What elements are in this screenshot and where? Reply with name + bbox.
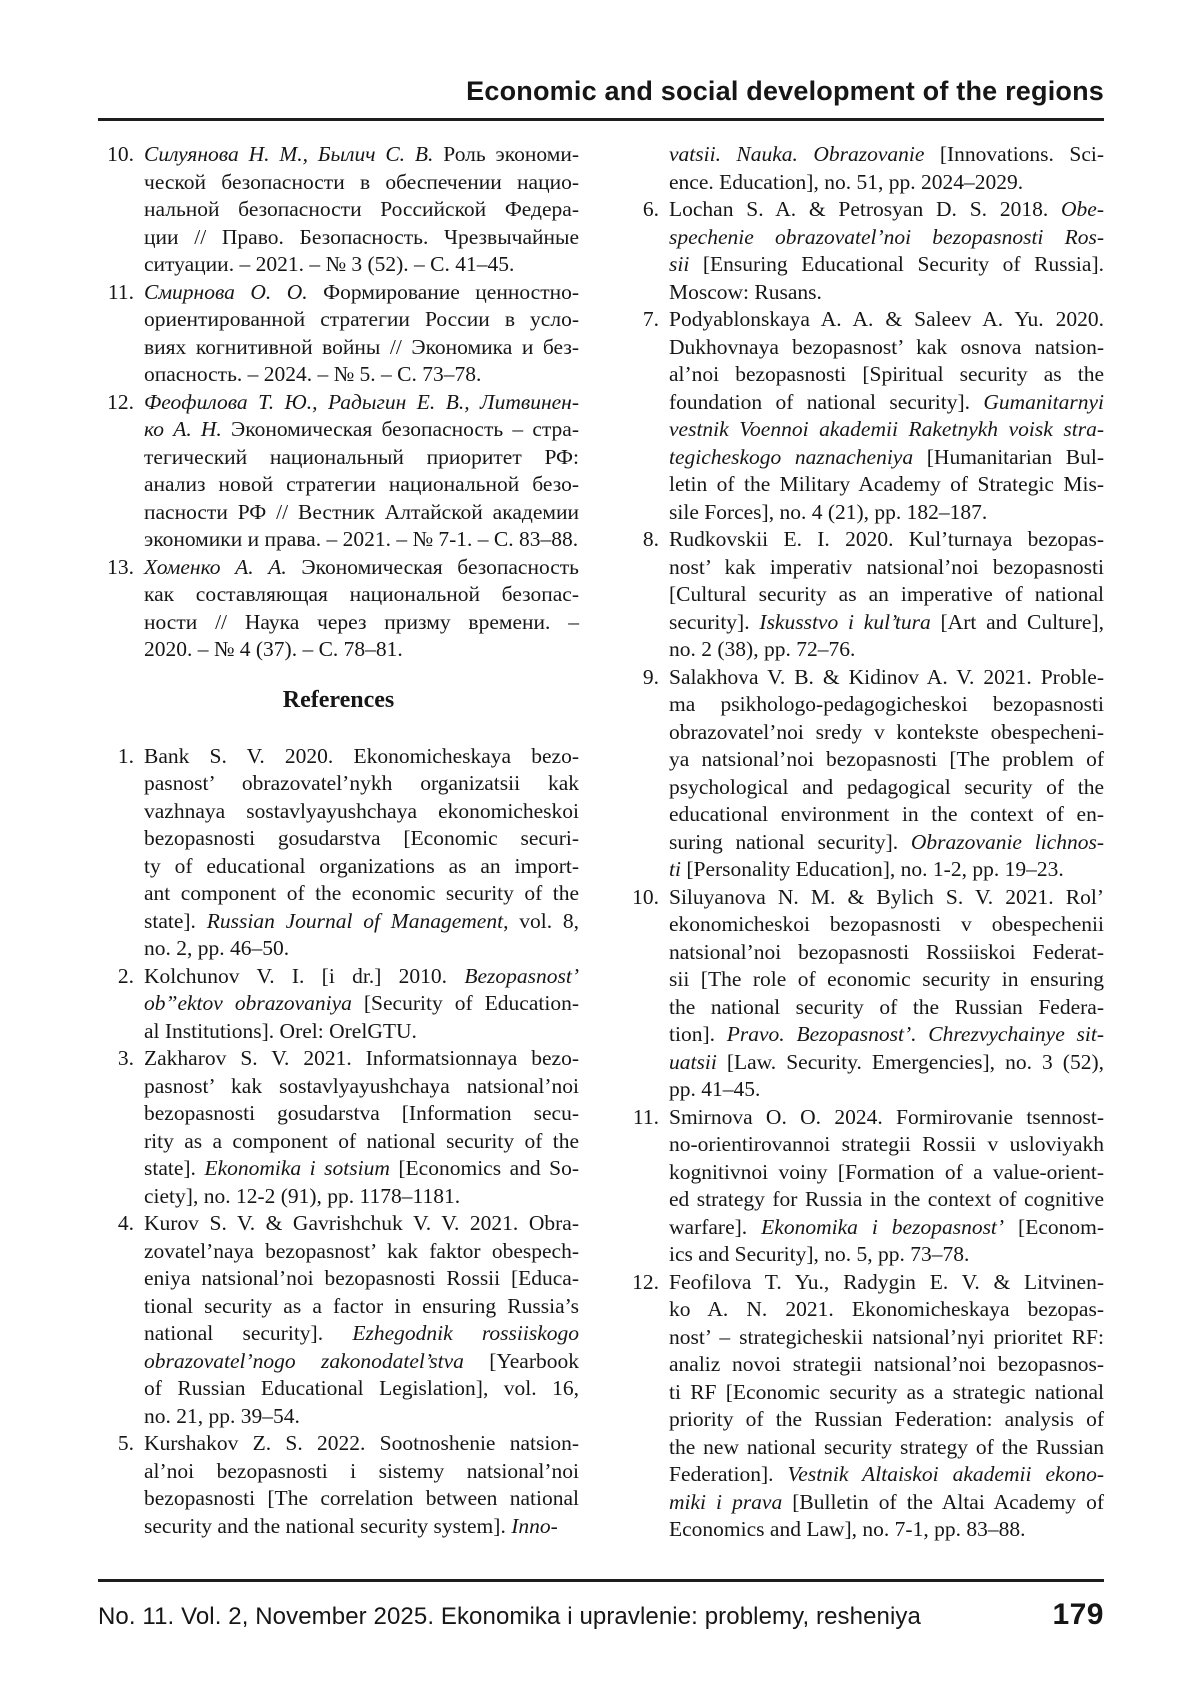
reference-line: uatsii [Law. Security. Emergencies], no. 3 (52),: [669, 1049, 1104, 1074]
reference-item: [623, 664, 1104, 884]
reference-line: zovatel’naya bezopasnost’ kak faktor obespech-: [144, 1238, 579, 1263]
reference-line: ции // Право. Безопасность. Чрезвычайные: [144, 224, 579, 249]
reference-line: bezopasnosti [The correlation between national: [144, 1486, 579, 1510]
reference-number: 9.: [642, 664, 659, 689]
reference-item: [98, 279, 579, 389]
reference-item: [98, 743, 579, 963]
reference-line: tional security as a factor in ensuring Russia’s: [144, 1293, 579, 1318]
reference-line: miki i prava [Bulletin of the Altai Academy of: [669, 1489, 1104, 1514]
reference-item: [98, 1045, 579, 1210]
reference-line: bezopasnosti gosudarstva [Economic securi-: [144, 826, 579, 850]
reference-line: анализ новой стратегии национальной безо-: [144, 472, 579, 496]
reference-line: ma psikhologo-pedagogicheskoi bezopasnosti: [669, 692, 1104, 716]
reference-line: Rudkovskii E. I. 2020. Kul’turnaya bezopas-: [669, 527, 1104, 551]
reference-item: [98, 963, 579, 1046]
reference-line: pasnost’ kak sostavlyayushchaya natsional’noi: [144, 1073, 579, 1098]
reference-line: warfare]. Ekonomika i bezopasnost’ [Econom-: [669, 1214, 1105, 1239]
reference-number: 10.: [632, 884, 659, 909]
reference-line: Силуянова Н. М., Былич С. В. Роль экономи-: [144, 142, 579, 166]
reference-line: Federation]. Vestnik Altaiskoi akademii ekono-: [669, 1462, 1104, 1486]
reference-item: [98, 389, 579, 554]
reference-line: letin of the Military Academy of Strategic Mis-: [669, 472, 1104, 496]
reference-line: опасность. – 2024. – № 5. – С. 73–78.: [144, 362, 482, 386]
reference-line: ics and Security], no. 5, pp. 73–78.: [669, 1242, 970, 1266]
reference-line: ya natsional’noi bezopasnosti [The problem of: [669, 747, 1104, 771]
footer-line: [98, 1598, 1104, 1632]
reference-line: ob”ektov obrazovaniya [Security of Education-: [144, 991, 579, 1015]
reference-line: Economics and Law], no. 7-1, pp. 83–88.: [669, 1517, 1026, 1541]
reference-line: ко А. Н. Экономическая безопасность – стра-: [144, 417, 579, 441]
reference-line: tegicheskogo naznacheniya [Humanitarian Bul-: [669, 444, 1105, 469]
reference-line: Dukhovnaya bezopasnost’ kak osnova natsion-: [669, 334, 1104, 359]
reference-line: пасности РФ // Вестник Алтайской академии: [144, 499, 579, 524]
reference-line: [Cultural security as an imperative of national: [669, 582, 1104, 606]
reference-line: al’noi bezopasnosti [Spiritual security as the: [669, 362, 1104, 386]
reference-line: виях когнитивной войны // Экономика и без-: [144, 334, 579, 359]
reference-line: Siluyanova N. M. & Bylich S. V. 2021. Rol’: [669, 884, 1104, 909]
reference-line: kognitivnoi voiny [Formation of a value-orient-: [669, 1159, 1104, 1184]
reference-number: 8.: [642, 527, 659, 551]
reference-number: 12.: [107, 389, 134, 414]
reference-line: Moscow: Rusans.: [669, 279, 822, 304]
page-header: [98, 76, 1104, 121]
reference-line: spechenie obrazovatel’noi bezopasnosti Ros-: [669, 224, 1104, 249]
reference-item: [623, 141, 1104, 196]
reference-line: Feofilova T. Yu., Radygin E. V. & Litvinen-: [669, 1269, 1104, 1294]
reference-item: [623, 1104, 1104, 1269]
reference-line: no. 2 (38), pp. 72–76.: [669, 637, 856, 661]
reference-line: al Institutions]. Orel: OrelGTU.: [144, 1018, 417, 1043]
reference-line: state]. Russian Journal of Management, vol. 8,: [144, 908, 579, 933]
reference-line: priority of the Russian Federation: analysis of: [669, 1407, 1104, 1431]
reference-line: sile Forces], no. 4 (21), pp. 182–187.: [669, 499, 988, 524]
reference-number: 1.: [117, 743, 134, 768]
reference-line: тегический национальный приоритет РФ:: [144, 444, 579, 469]
reference-item: [623, 306, 1104, 526]
reference-line: psychological and pedagogical security of the: [669, 774, 1104, 799]
reference-line: Bank S. V. 2020. Ekonomicheskaya bezo-: [144, 743, 579, 768]
column-left: [98, 141, 579, 1544]
reference-line: security]. Iskusstvo i kul’tura [Art and Culture],: [669, 609, 1105, 634]
page-footer: [98, 1579, 1104, 1632]
reference-number: 13.: [107, 554, 134, 579]
reference-item: [98, 141, 579, 279]
reference-line: ciety], no. 12-2 (91), pp. 1178–1181.: [144, 1183, 461, 1208]
reference-line: ty of educational organizations as an import-: [144, 853, 579, 878]
reference-line: Смирнова О. О. Формирование ценностно-: [144, 279, 579, 304]
reference-item: [623, 526, 1104, 664]
reference-line: Kurov S. V. & Gavrishchuk V. V. 2021. Obra-: [144, 1211, 579, 1235]
reference-line: Хоменко А. А. Экономическая безопасность: [144, 554, 579, 579]
footer-page-number: 179: [1052, 1598, 1104, 1631]
reference-line: state]. Ekonomika i sotsium [Economics and So-: [144, 1156, 579, 1180]
reference-line: national security]. Ezhegodnik rossiiskogo: [144, 1321, 580, 1345]
reference-item: [98, 554, 579, 664]
reference-line: pp. 41–45.: [669, 1077, 761, 1101]
reference-line: ed strategy for Russia in the context of cognitive: [669, 1187, 1104, 1211]
reference-line: suring national security]. Obrazovanie lichnos-: [669, 829, 1104, 854]
reference-line: ence. Education], no. 51, pp. 2024–2029.: [669, 169, 1024, 194]
reference-line: nost’ kak imperativ natsional’noi bezopasnosti: [669, 554, 1104, 579]
reference-line: Феофилова Т. Ю., Радыгин Е. В., Литвинен-: [144, 389, 579, 414]
reference-line: no. 2, pp. 46–50.: [144, 936, 290, 960]
reference-line: rity as a component of national security of the: [144, 1128, 579, 1153]
reference-line: the new national security strategy of the Russian: [669, 1434, 1104, 1459]
reference-line: 2020. – № 4 (37). – С. 78–81.: [144, 637, 403, 661]
reference-line: Salakhova V. B. & Kidinov A. V. 2021. Proble-: [669, 664, 1104, 689]
reference-line: ориентированной стратегии России в усло-: [144, 307, 579, 331]
reference-line: Zakharov S. V. 2021. Informatsionnaya bezo-: [144, 1046, 579, 1070]
reference-number: 4.: [117, 1211, 134, 1235]
reference-item: [623, 1269, 1104, 1544]
reference-number: 5.: [117, 1431, 134, 1455]
reference-line: natsional’noi bezopasnosti Rossiiskoi Federat-: [669, 939, 1104, 964]
reference-number: 10.: [107, 142, 134, 166]
footer-rule: [98, 1579, 1104, 1582]
header-rule: [98, 118, 1104, 121]
reference-line: ности // Наука через призму времени. –: [144, 609, 579, 634]
reference-number: 7.: [642, 307, 659, 331]
reference-line: sii [The role of economic security in ensuring: [669, 967, 1104, 991]
reference-line: Lochan S. A. & Petrosyan D. S. 2018. Obe-: [669, 197, 1104, 221]
reference-item: [623, 196, 1104, 306]
reference-line: security and the national security system]. Inno-: [144, 1513, 558, 1538]
running-head-title: Economic and social development of the regions: [466, 76, 1104, 106]
reference-line: the national security of the Russian Federa-: [669, 994, 1104, 1019]
reference-line: ti [Personality Education], no. 1-2, pp. 19–23.: [669, 857, 1064, 881]
reference-line: pasnost’ obrazovatel’nykh organizatsii kak: [144, 771, 579, 795]
reference-line: экономики и права. – 2021. – № 7-1. – С. 83–88.: [144, 527, 579, 551]
reference-line: Smirnova O. O. 2024. Formirovanie tsennost-: [669, 1104, 1104, 1129]
references-list-right: [623, 141, 1104, 1544]
russian-bibliography-list: [98, 141, 579, 664]
reference-line: nost’ – strategicheskii natsional’nyi prioritet RF:: [669, 1324, 1104, 1349]
reference-number: 12.: [632, 1269, 659, 1294]
reference-number: 3.: [117, 1046, 134, 1070]
reference-line: vatsii. Nauka. Obrazovanie [Innovations. Sci-: [669, 142, 1104, 166]
reference-line: sii [Ensuring Educational Security of Russia].: [669, 252, 1104, 276]
reference-line: of Russian Educational Legislation], vol. 16,: [144, 1376, 579, 1400]
reference-item: [98, 1430, 579, 1540]
reference-line: ситуации. – 2021. – № 3 (52). – С. 41–45.: [144, 252, 515, 276]
reference-line: foundation of national security]. Gumanitarnyi: [669, 389, 1104, 414]
reference-line: vestnik Voennoi akademii Raketnykh voisk stra-: [669, 417, 1104, 441]
reference-line: vazhnaya sostavlyayushchaya ekonomicheskoi: [144, 798, 579, 823]
reference-item: [98, 1210, 579, 1430]
reference-line: tion]. Pravo. Bezopasnost’. Chrezvychainye sit-: [669, 1022, 1105, 1046]
footer-journal-line: No. 11. Vol. 2, November 2025. Ekonomika i upravlenie: problemy, resheniya: [98, 1603, 921, 1630]
column-right: [623, 141, 1104, 1544]
reference-line: bezopasnosti gosudarstva [Information secu-: [144, 1101, 579, 1125]
reference-line: educational environment in the context of en-: [669, 802, 1104, 826]
reference-number: 6.: [642, 197, 659, 221]
reference-line: obrazovatel’nogo zakonodatel’stva [Yearbook: [144, 1348, 579, 1373]
references-list-left: [98, 743, 579, 1541]
reference-line: no-orientirovannoi strategii Rossii v usloviyakh: [669, 1132, 1104, 1156]
reference-line: Kolchunov V. I. [i dr.] 2010. Bezopasnost’: [144, 963, 579, 988]
reference-line: ческой безопасности в обеспечении нацио-: [144, 169, 579, 194]
reference-line: al’noi bezopasnosti i sistemy natsional’noi: [144, 1458, 579, 1483]
references-heading: References: [282, 686, 395, 713]
reference-line: ti RF [Economic security as a strategic national: [669, 1379, 1104, 1404]
reference-line: как составляющая национальной безопас-: [144, 582, 579, 606]
reference-line: ant component of the economic security of the: [144, 881, 579, 905]
reference-line: ko A. N. 2021. Ekonomicheskaya bezopas-: [669, 1297, 1104, 1321]
reference-line: ekonomicheskoi bezopasnosti v obespechenii: [669, 912, 1104, 936]
reference-line: obrazovatel’noi sredy v kontekste obespecheni-: [669, 719, 1104, 744]
reference-number: 11.: [632, 1104, 659, 1129]
reference-line: Podyablonskaya A. A. & Saleev A. Yu. 2020.: [669, 307, 1104, 331]
reference-line: analiz novoi strategii natsional’noi bezopasnos-: [669, 1352, 1104, 1376]
reference-number: 2.: [117, 963, 134, 988]
reference-number: 11.: [107, 279, 134, 304]
reference-line: нальной безопасности Российской Федера-: [144, 197, 579, 221]
reference-line: eniya natsional’noi bezopasnosti Rossii [Educa-: [144, 1266, 579, 1290]
content-columns: [98, 141, 1104, 1544]
reference-item: [623, 884, 1104, 1104]
reference-line: Kurshakov Z. S. 2022. Sootnoshenie natsion-: [144, 1431, 579, 1455]
reference-line: no. 21, pp. 39–54.: [144, 1403, 300, 1428]
